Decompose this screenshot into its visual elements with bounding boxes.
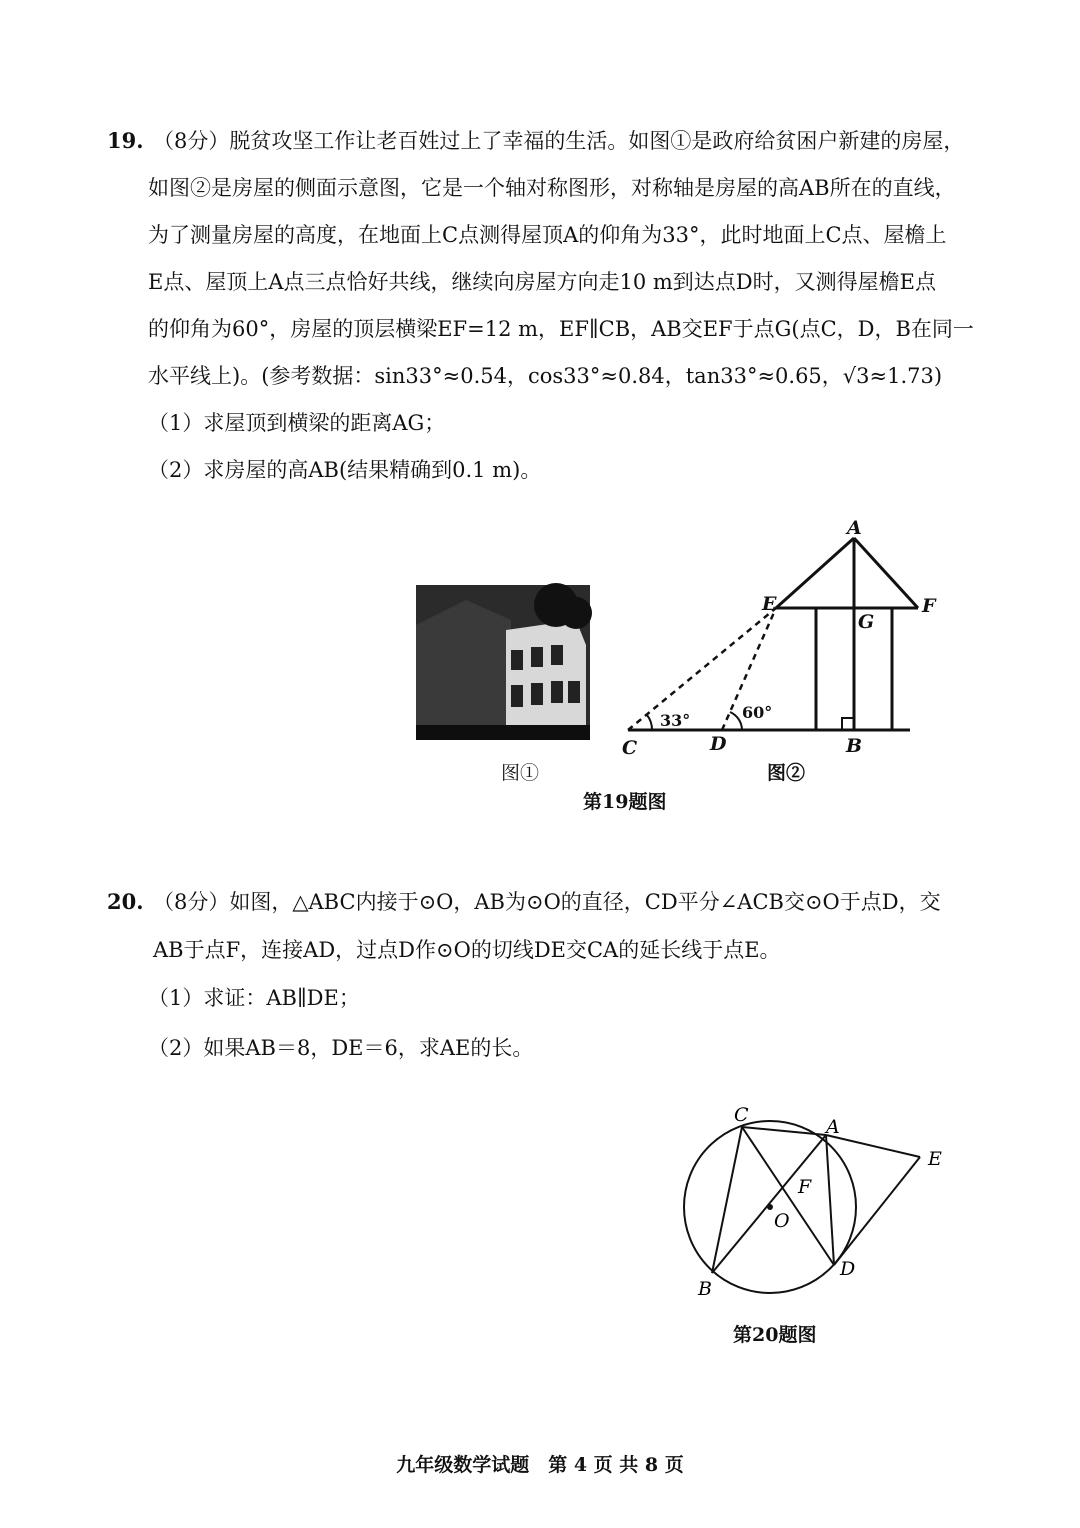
question-20-sub-2: （2）如果AB＝8，DE＝6，求AE的长。 [148, 1036, 534, 1060]
center-point-O [767, 1204, 773, 1210]
figure-1-caption: 图① [501, 762, 540, 784]
line-AE [826, 1135, 920, 1157]
label-O: O [774, 1210, 790, 1232]
question-19-figure-caption: 第19题图 [583, 791, 667, 813]
label-F: F [798, 1176, 812, 1198]
house-diagram [610, 517, 936, 760]
label-A: A [826, 1116, 840, 1138]
label-angle-60: 60° [742, 703, 773, 722]
label-E: E [762, 593, 777, 615]
figure-2-caption: 图② [767, 762, 806, 784]
line-AE [776, 538, 854, 608]
label-A: A [847, 517, 862, 539]
question-20-figure-caption: 第20题图 [733, 1324, 817, 1346]
label-B: B [846, 735, 863, 757]
question-19-sub-2: （2）求房屋的高AB(结果精确到0.1 m)。 [148, 458, 542, 482]
question-19-line-4: E点、屋顶上A点三点恰好共线，继续向房屋方向走10 m到达点D时，又测得屋檐E点 [148, 270, 936, 294]
label-C: C [622, 737, 638, 759]
question-19-sub-1: （1）求屋顶到横梁的距离AG； [148, 411, 446, 435]
question-19-line-2: 如图②是房屋的侧面示意图，它是一个轴对称图形，对称轴是房屋的高AB所在的直线， [148, 176, 956, 200]
diameter-AB [712, 1135, 826, 1273]
label-angle-33: 33° [660, 711, 691, 730]
right-angle-mark [842, 718, 854, 730]
question-20-line-1: （8分）如图，△ABC内接于⊙O，AB为⊙O的直径，CD平分∠ACB交⊙O于点D，交 [153, 890, 941, 914]
label-C: C [734, 1104, 749, 1126]
question-20-number: 20. [107, 889, 144, 914]
question-19-number: 19. [107, 128, 144, 153]
angle-arc-60 [730, 712, 742, 730]
label-D: D [840, 1258, 856, 1280]
question-19-line-3: 为了测量房屋的高度，在地面上C点测得屋顶A的仰角为33°，此时地面上C点、屋檐上 [148, 223, 947, 247]
page-footer: 九年级数学试题 第 4 页 共 8 页 [396, 1454, 684, 1476]
house-photo [416, 585, 590, 740]
line-CB [712, 1127, 742, 1273]
circle-diagram [670, 1095, 960, 1310]
label-B: B [698, 1278, 712, 1300]
label-D: D [710, 733, 727, 755]
question-20-line-2: AB于点F，连接AD，过点D作⊙O的切线DE交CA的延长线于点E。 [153, 938, 781, 962]
label-E: E [928, 1148, 942, 1170]
line-CD [742, 1127, 834, 1265]
question-19-line-6: 水平线上)。(参考数据：sin33°≈0.54，cos33°≈0.84，tan33°≈0.65，√3≈1.73) [148, 364, 943, 388]
label-F: F [922, 595, 936, 617]
line-AD [826, 1135, 834, 1265]
question-20-sub-1: （1）求证：AB∥DE； [148, 986, 360, 1010]
question-19-line-5: 的仰角为60°，房屋的顶层横梁EF=12 m，EF∥CB，AB交EF于点G(点C，D，B在同一 [148, 317, 974, 341]
line-CA [742, 1127, 826, 1135]
label-G: G [858, 611, 875, 633]
angle-arc-33 [647, 715, 652, 730]
question-19-line-1: （8分）脱贫攻坚工作让老百姓过上了幸福的生活。如图①是政府给贫困户新建的房屋， [153, 129, 965, 153]
tangent-DE [834, 1157, 920, 1265]
line-AF [854, 538, 918, 608]
